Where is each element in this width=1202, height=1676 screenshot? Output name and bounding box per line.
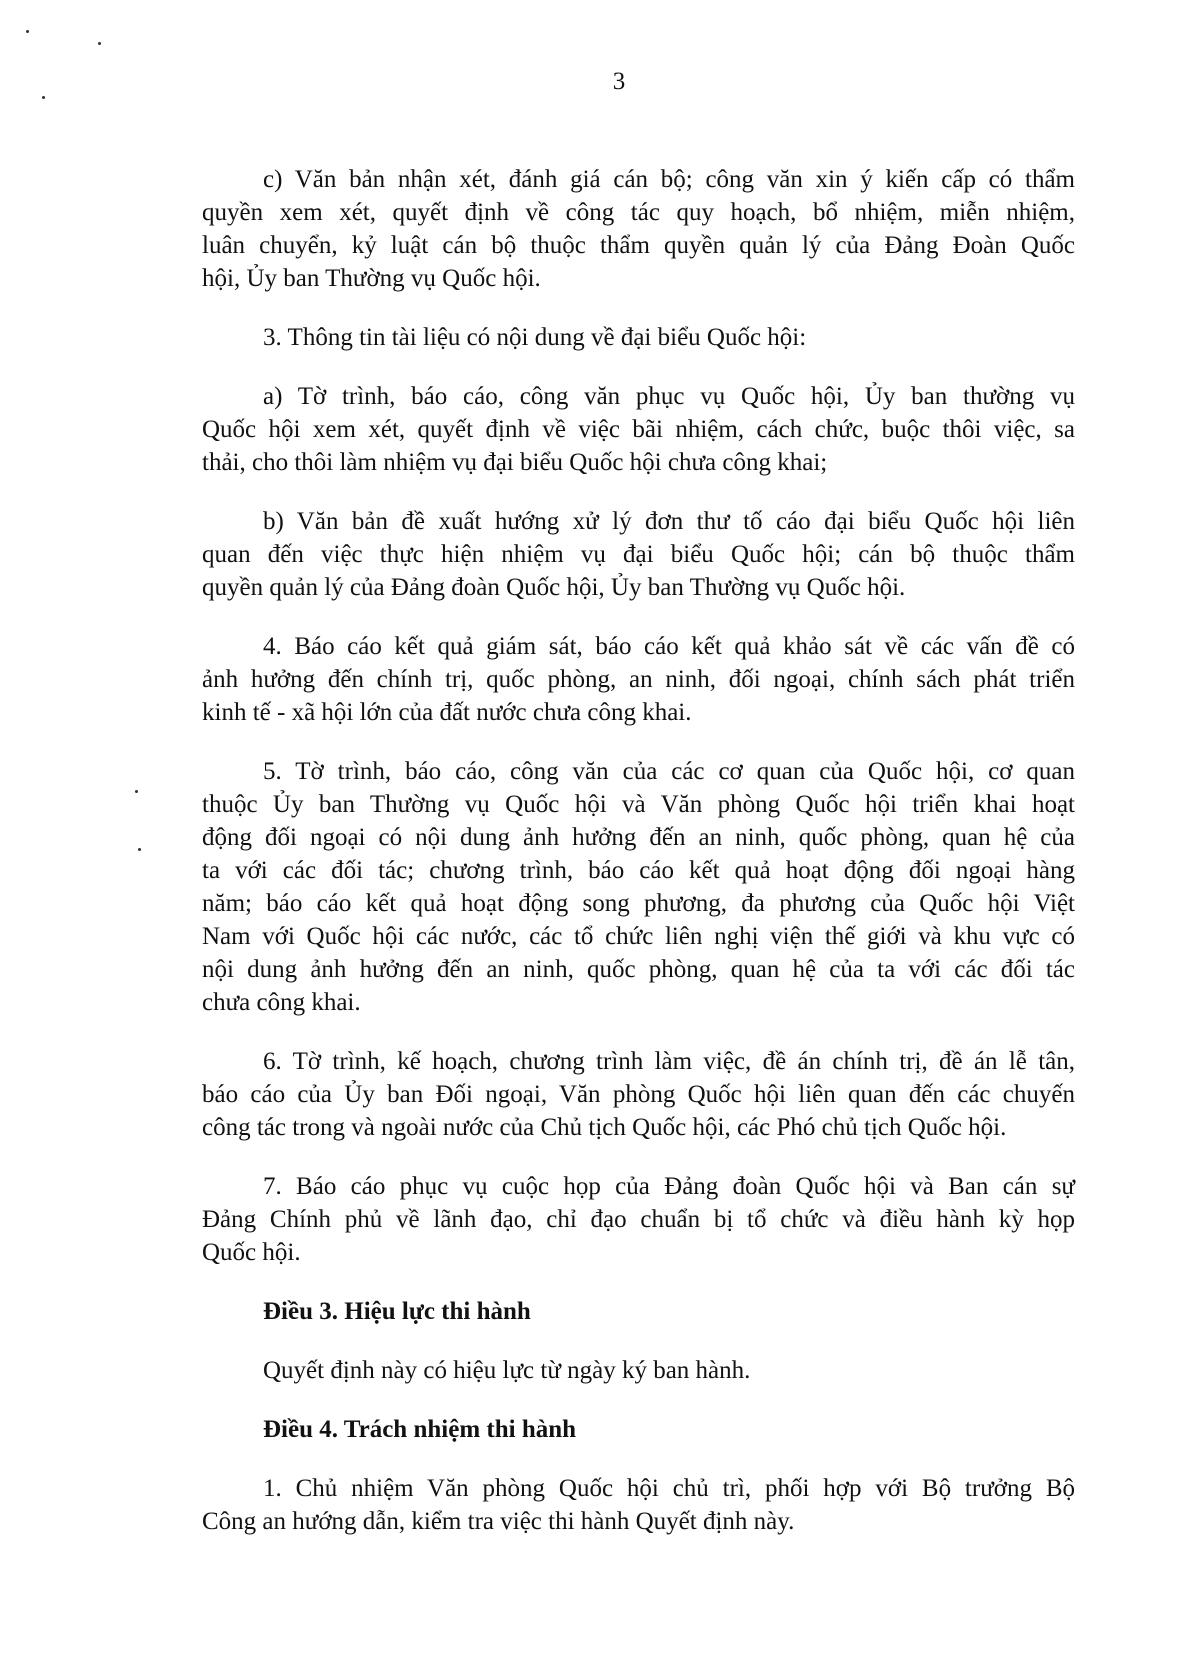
- paragraph-line: Công an hướng dẫn, kiểm tra việc thi hành Quyết định này.: [202, 1508, 795, 1535]
- paragraph-line: thuộc Ủy ban Thường vụ Quốc hội và Văn phòng Quốc hội triển khai hoạt: [202, 791, 1075, 818]
- document-body: [202, 163, 1075, 1564]
- paragraph: [202, 755, 1075, 1019]
- paragraph-line: luân chuyển, kỷ luật cán bộ thuộc thẩm quyền quản lý của Đảng Đoàn Quốc: [202, 232, 1075, 259]
- paragraph-line: Nam với Quốc hội các nước, các tổ chức liên nghị viện thế giới và khu vực có: [202, 923, 1075, 950]
- page-number: 3: [612, 68, 626, 95]
- scan-speck: [98, 42, 101, 45]
- paragraph-line: 6. Tờ trình, kế hoạch, chương trình làm việc, đề án chính trị, đề án lễ tân,: [263, 1048, 1075, 1075]
- scan-speck: [135, 790, 138, 793]
- article-4-clause-1: [202, 1472, 1075, 1538]
- paragraph-line: quyền xem xét, quyết định về công tác quy hoạch, bổ nhiệm, miễn nhiệm,: [202, 199, 1075, 226]
- paragraph-line: 7. Báo cáo phục vụ cuộc họp của Đảng đoàn Quốc hội và Ban cán sự: [263, 1173, 1075, 1200]
- paragraph: [202, 630, 1075, 729]
- paragraph-line: Quốc hội.: [202, 1239, 301, 1266]
- scan-speck: [42, 96, 45, 99]
- paragraph-line: báo cáo của Ủy ban Đối ngoại, Văn phòng Quốc hội liên quan đến các chuyến: [202, 1081, 1075, 1108]
- article-3-text: [202, 1354, 1075, 1387]
- paragraph-line: 3. Thông tin tài liệu có nội dung về đại biểu Quốc hội:: [263, 324, 807, 351]
- scan-speck: [26, 30, 29, 33]
- paragraph-line: công tác trong và ngoài nước của Chủ tịch Quốc hội, các Phó chủ tịch Quốc hội.: [202, 1114, 1007, 1141]
- paragraph-line: 4. Báo cáo kết quả giám sát, báo cáo kết quả khảo sát về các vấn đề có: [263, 633, 1075, 660]
- paragraph-line: ta với các đối tác; chương trình, báo cáo kết quả hoạt động đối ngoại hàng: [202, 857, 1075, 884]
- paragraph: [202, 1045, 1075, 1144]
- paragraph-line: ảnh hưởng đến chính trị, quốc phòng, an ninh, đối ngoại, chính sách phát triển: [202, 666, 1075, 693]
- paragraph: [202, 505, 1075, 604]
- paragraph-line: quan đến việc thực hiện nhiệm vụ đại biểu Quốc hội; cán bộ thuộc thẩm: [202, 541, 1075, 568]
- paragraph-line: a) Tờ trình, báo cáo, công văn phục vụ Quốc hội, Ủy ban thường vụ: [263, 383, 1075, 410]
- paragraph-line: 1. Chủ nhiệm Văn phòng Quốc hội chủ trì, phối hợp với Bộ trưởng Bộ: [263, 1475, 1075, 1502]
- paragraph: [202, 1170, 1075, 1269]
- paragraph-line: c) Văn bản nhận xét, đánh giá cán bộ; công văn xin ý kiến cấp có thẩm: [263, 166, 1075, 193]
- paragraph: [202, 380, 1075, 479]
- paragraph-line: hội, Ủy ban Thường vụ Quốc hội.: [202, 265, 541, 292]
- paragraph-line: 5. Tờ trình, báo cáo, công văn của các cơ quan của Quốc hội, cơ quan: [263, 758, 1075, 785]
- paragraph-list: [202, 163, 1075, 1269]
- scan-speck: [138, 848, 141, 851]
- paragraph: [202, 321, 1075, 354]
- paragraph-line: Đảng Chính phủ về lãnh đạo, chỉ đạo chuẩn bị tổ chức và điều hành kỳ họp: [202, 1206, 1075, 1233]
- article-4-heading: Điều 4. Trách nhiệm thi hành: [263, 1416, 577, 1443]
- paragraph-line: chưa công khai.: [202, 989, 361, 1016]
- paragraph-line: Quốc hội xem xét, quyết định về việc bãi nhiệm, cách chức, buộc thôi việc, sa: [202, 416, 1075, 443]
- paragraph-line: Quyết định này có hiệu lực từ ngày ký ban hành.: [263, 1357, 751, 1384]
- paragraph-line: quyền quản lý của Đảng đoàn Quốc hội, Ủy ban Thường vụ Quốc hội.: [202, 574, 906, 601]
- paragraph-line: năm; báo cáo kết quả hoạt động song phương, đa phương của Quốc hội Việt: [202, 890, 1075, 917]
- paragraph-line: thải, cho thôi làm nhiệm vụ đại biểu Quốc hội chưa công khai;: [202, 449, 828, 476]
- paragraph: [202, 163, 1075, 295]
- paragraph-line: kinh tế - xã hội lớn của đất nước chưa công khai.: [202, 699, 692, 726]
- paragraph-line: nội dung ảnh hưởng đến an ninh, quốc phòng, quan hệ của ta với các đối tác: [202, 956, 1075, 983]
- paragraph-line: b) Văn bản đề xuất hướng xử lý đơn thư tố cáo đại biểu Quốc hội liên: [263, 508, 1075, 535]
- paragraph-line: động đối ngoại có nội dung ảnh hưởng đến an ninh, quốc phòng, quan hệ của: [202, 824, 1075, 851]
- article-3-heading: Điều 3. Hiệu lực thi hành: [263, 1298, 531, 1325]
